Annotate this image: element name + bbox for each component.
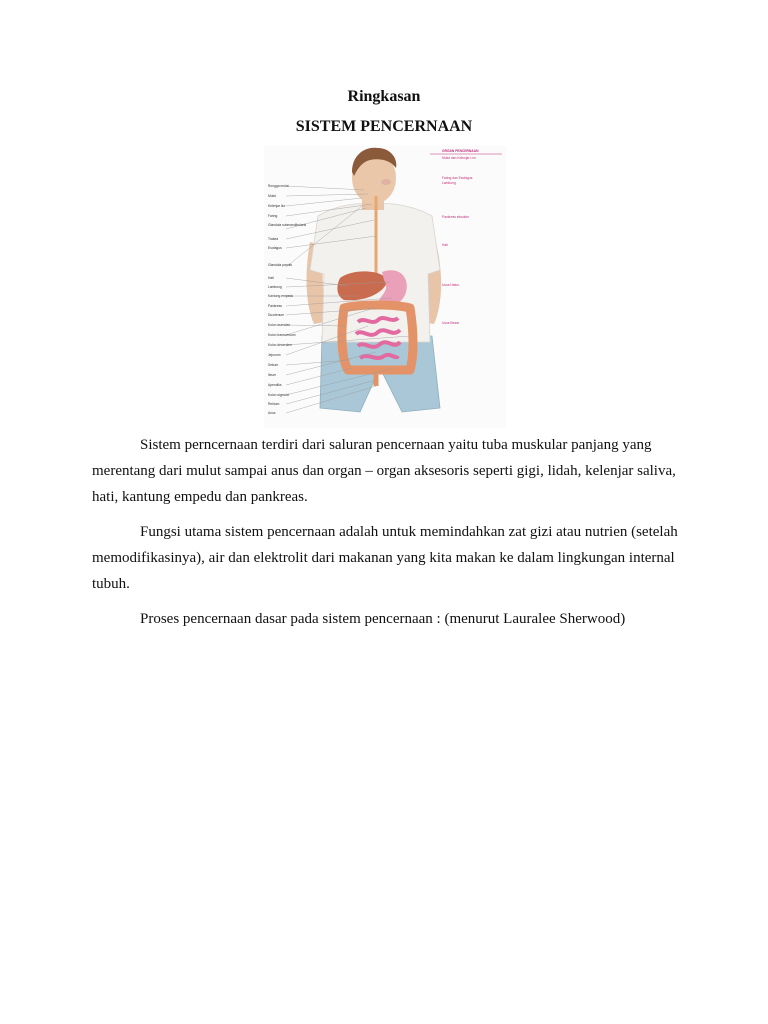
figure-label: Kolon sigmoid [268, 393, 289, 397]
figure-legend-item: Lambung [442, 181, 456, 185]
figure-legend-item: Usus Halus [442, 283, 459, 287]
figure-label: Kolon asenden [268, 323, 290, 327]
figure-label: Mulut [268, 194, 277, 198]
heading: Ringkasan [347, 88, 421, 105]
paragraph-text: Fungsi utama sistem pencernaan adalah untuk memindahkan zat gizi atau nutrien (setelah memodifikasinya), air dan elektrolit dari makanan yang kita makan ke dalam lingkungan internal tubuh. [92, 524, 678, 592]
paragraph [92, 519, 682, 597]
figure-label: Glandula submandibularis [268, 223, 307, 227]
figure-label: Rongga mulut [268, 184, 289, 188]
figure-label: Kolon desenden [268, 343, 292, 347]
figure-label: Kelenjar liur [268, 204, 286, 208]
figure-legend-item: Hati [442, 243, 448, 247]
figure-label: Trakea [268, 237, 279, 241]
figure-label: Faring [268, 214, 278, 218]
figure-label: Pankreas [268, 304, 282, 308]
paragraph-text: Proses pencernaan dasar pada sistem pencernaan : (menurut Lauralee Sherwood) [140, 611, 626, 627]
figure-legend-item: Faring dan Esofagus [442, 176, 473, 180]
paragraph [92, 606, 682, 632]
figure-legend-subheader: Mulut dan Kelenjar Liur [442, 156, 476, 160]
figure-label: Duodenum [268, 313, 285, 317]
figure-label: Rektum [268, 402, 280, 406]
paragraph-text: Sistem perncernaan terdiri dari saluran pencernaan yaitu tuba muskular panjang yang merentang dari mulut sampai anus dan organ – organ aksesoris seperti gigi, lidah, kelenjar saliva, hati, kantung empedu dan pankreas. [92, 437, 676, 505]
figure-label: Kantung empedu [268, 294, 294, 298]
figure-label: Sekum [268, 363, 279, 367]
figure-label: Esofagus [268, 246, 282, 250]
digestive-system-illustration [264, 146, 506, 428]
figure-legend-item: Pankreas eksokrin [442, 215, 470, 219]
figure-legend-header: ORGAN PENCERNAAN [442, 149, 479, 153]
figure-label: Hati [268, 276, 274, 280]
figure-label: Jejunum [268, 353, 281, 357]
figure-label: Kolon transversum [268, 333, 296, 337]
figure-label: Lambung [268, 285, 282, 289]
page-title: SISTEM PENCERNAAN [295, 118, 473, 135]
figure-label: Glandula parotis [268, 263, 293, 267]
paragraph [92, 432, 682, 510]
figure-label: Apendiks [268, 383, 282, 387]
figure-label: Anus [268, 411, 276, 415]
figure-label: Ileum [268, 373, 277, 377]
figure-legend-item: Usus Besar [442, 321, 460, 325]
